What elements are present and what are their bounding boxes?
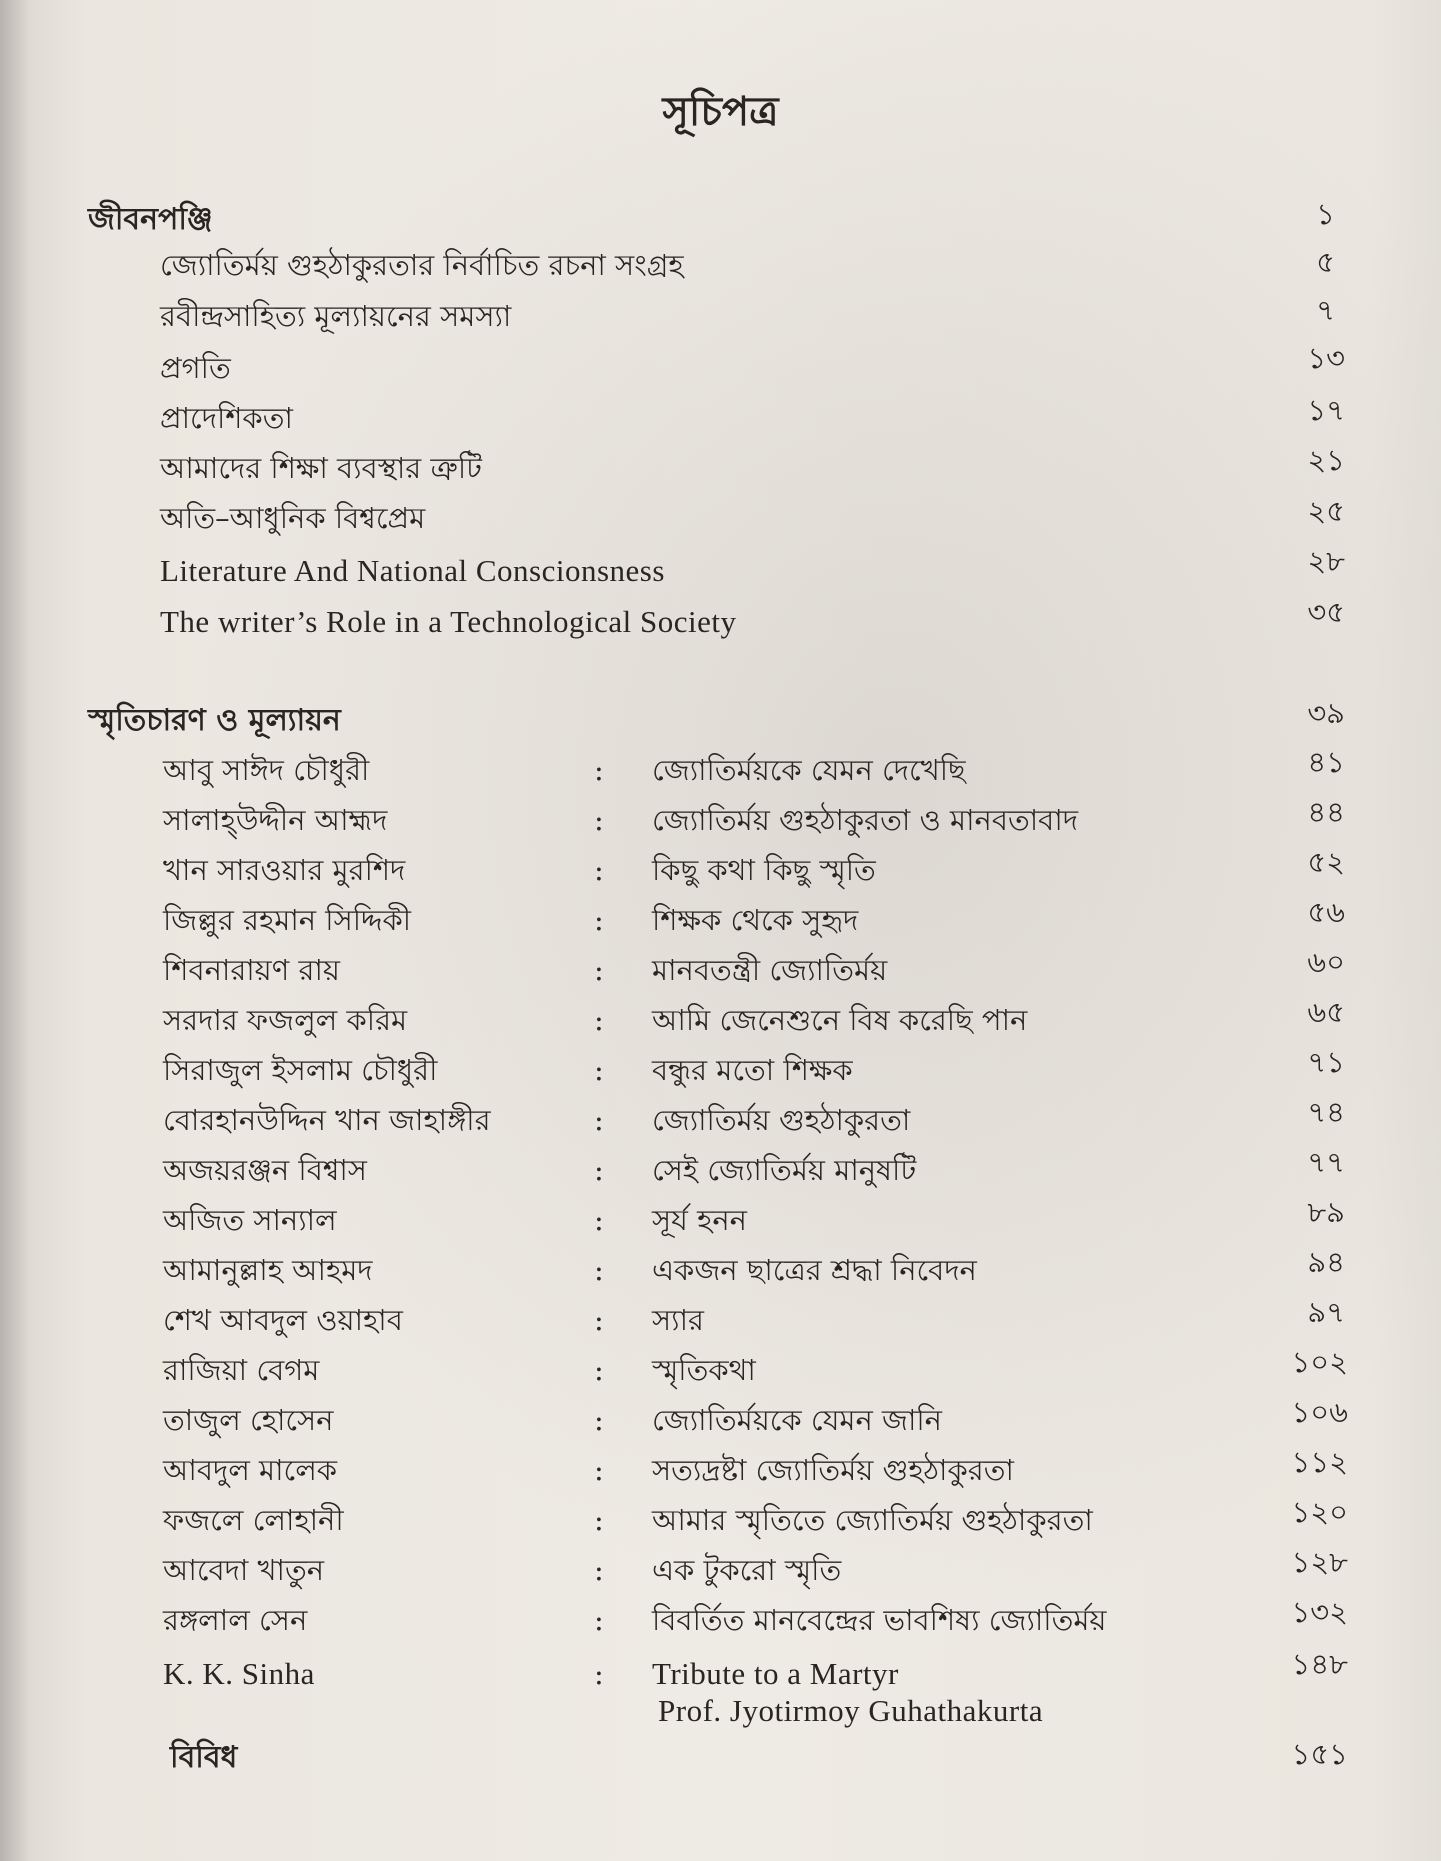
toc-article-title: স্যার [652, 1303, 704, 1337]
toc-entry-title: অতি–আধুনিক বিশ্বপ্রেম [160, 501, 426, 535]
toc-article-title: বিবর্তিত মানবেন্দ্রের ভাবশিষ্য জ্যোতির্ময় [652, 1603, 1107, 1637]
toc-author: অজিত সান্যাল [163, 1203, 337, 1237]
toc-entry-page: ৪১ [1307, 745, 1345, 779]
toc-separator: : [594, 1353, 604, 1387]
toc-entry-title: The writer’s Role in a Technological Society [160, 604, 737, 639]
toc-separator: : [594, 1253, 604, 1287]
toc-author: শিবনারায়ণ রায় [163, 953, 340, 987]
toc-entry-title: Literature And National Conscionsness [160, 553, 665, 588]
toc-article-title: জ্যোতির্ময়কে যেমন দেখেছি [652, 753, 966, 787]
toc-entry-title: আমাদের শিক্ষা ব্যবস্থার ত্রুটি [160, 451, 482, 485]
toc-entry-page: ৭ [1316, 293, 1335, 327]
toc-article-title: জ্যোতির্ময় গুহঠাকুরতা ও মানবতাবাদ [652, 803, 1078, 837]
toc-entry-page: ৫৬ [1307, 895, 1345, 929]
toc-entry-title: প্রাদেশিকতা [160, 401, 293, 435]
toc-author: সালাহ্উদ্দীন আহ্মদ [163, 803, 388, 837]
toc-author: শেখ আবদুল ওয়াহাব [163, 1303, 403, 1337]
toc-entry-page: ৫২ [1307, 845, 1345, 879]
toc-article-title: বন্ধুর মতো শিক্ষক [652, 1053, 853, 1087]
toc-entry-page: ৪৪ [1307, 795, 1345, 829]
toc-author: আবদুল মালেক [163, 1453, 338, 1487]
section-heading-biography: জীবনপঞ্জি [88, 202, 213, 237]
toc-entry-page: ২১ [1307, 443, 1345, 477]
toc-article-title: সত্যদ্রষ্টা জ্যোতির্ময় গুহঠাকুরতা [652, 1453, 1014, 1487]
toc-author: তাজুল হোসেন [163, 1403, 334, 1437]
toc-author: সিরাজুল ইসলাম চৌধুরী [163, 1053, 438, 1087]
toc-article-title: জ্যোতির্ময়কে যেমন জানি [652, 1403, 942, 1437]
toc-entry-page: ৭১ [1307, 1045, 1345, 1079]
toc-entry-page: ১৩ [1307, 341, 1345, 375]
toc-author: রঙ্গলাল সেন [163, 1603, 308, 1637]
toc-entry-page: ১২৮ [1291, 1545, 1348, 1579]
toc-separator: : [594, 953, 604, 987]
toc-author: রাজিয়া বেগম [163, 1353, 320, 1387]
toc-separator: : [594, 1103, 604, 1137]
toc-article-title: একজন ছাত্রের শ্রদ্ধা নিবেদন [652, 1253, 977, 1287]
section-heading-memoirs: স্মৃতিচারণ ও মূল্যায়ন [88, 703, 341, 738]
toc-entry-page: ৭৭ [1307, 1145, 1345, 1179]
toc-author: আবু সাঈদ চৌধুরী [163, 753, 370, 787]
toc-separator: : [594, 1657, 604, 1691]
toc-author: জিল্লুর রহমান সিদ্দিকী [163, 903, 412, 937]
toc-entry-title: জ্যোতির্ময় গুহঠাকুরতার নির্বাচিত রচনা সংগ্রহ [160, 248, 684, 282]
toc-entry-page: ৯৭ [1307, 1295, 1345, 1329]
page-title: সূচিপত্র [662, 88, 779, 135]
toc-separator: : [594, 1053, 604, 1087]
section-page-memoirs: ৩৯ [1307, 696, 1345, 730]
toc-entry-page: ১৩২ [1291, 1595, 1348, 1629]
toc-author: আমানুল্লাহ আহমদ [163, 1253, 373, 1287]
toc-separator: : [594, 753, 604, 787]
toc-entry-page: ১১২ [1291, 1445, 1348, 1479]
toc-entry-page: ৭৪ [1307, 1095, 1345, 1129]
toc-entry-page: ২৫ [1307, 494, 1345, 528]
page-edge-shadow [0, 0, 30, 1861]
toc-separator: : [594, 1203, 604, 1237]
toc-article-title: স্মৃতিকথা [652, 1353, 756, 1387]
toc-author: আবেদা খাতুন [163, 1553, 325, 1587]
toc-author: অজয়রঞ্জন বিশ্বাস [163, 1153, 367, 1187]
section-heading-miscellaneous: বিবিধ [170, 1740, 238, 1775]
toc-entry-page: ২৮ [1307, 544, 1345, 578]
toc-author: K. K. Sinha [163, 1656, 315, 1691]
toc-article-title: জ্যোতির্ময় গুহঠাকুরতা [652, 1103, 911, 1137]
toc-entry-page: ১৭ [1307, 393, 1345, 427]
toc-entry-page: ৬০ [1307, 945, 1345, 979]
toc-entry-page: ৮৯ [1307, 1195, 1345, 1229]
toc-entry-title: রবীন্দ্রসাহিত্য মূল্যায়নের সমস্যা [160, 299, 512, 333]
toc-entry-page: ৩৫ [1307, 595, 1345, 629]
toc-article-title: Tribute to a Martyr [652, 1656, 899, 1691]
toc-entry-page: ১০৬ [1291, 1395, 1348, 1429]
toc-article-title: আমি জেনেশুনে বিষ করেছি পান [652, 1003, 1028, 1037]
toc-separator: : [594, 1003, 604, 1037]
toc-entry-page: ১৪৮ [1291, 1647, 1348, 1681]
toc-separator: : [594, 1553, 604, 1587]
toc-entry-title: প্রগতি [160, 351, 231, 385]
toc-separator: : [594, 1453, 604, 1487]
toc-separator: : [594, 1153, 604, 1187]
toc-author: খান সারওয়ার মুরশিদ [163, 853, 406, 887]
toc-author: বোরহানউদ্দিন খান জাহাঙ্গীর [163, 1103, 491, 1137]
toc-article-title: আমার স্মৃতিতে জ্যোতির্ময় গুহঠাকুরতা [652, 1503, 1093, 1537]
toc-separator: : [594, 803, 604, 837]
toc-entry-page: ৫ [1316, 245, 1335, 279]
toc-entry-page: ৬৫ [1307, 995, 1345, 1029]
toc-article-subtitle: Prof. Jyotirmoy Guhathakurta [658, 1693, 1044, 1728]
toc-separator: : [594, 1303, 604, 1337]
toc-article-title: সূর্য হনন [652, 1203, 747, 1237]
toc-entry-page: ১০২ [1291, 1345, 1348, 1379]
toc-separator: : [594, 1403, 604, 1437]
toc-article-title: মানবতন্ত্রী জ্যোতির্ময় [652, 953, 888, 987]
toc-separator: : [594, 1603, 604, 1637]
toc-article-title: এক টুকরো স্মৃতি [652, 1553, 842, 1587]
section-page-biography: ১ [1316, 197, 1335, 231]
toc-author: সরদার ফজলুল করিম [163, 1003, 408, 1037]
toc-separator: : [594, 903, 604, 937]
toc-article-title: কিছু কথা কিছু স্মৃতি [652, 853, 876, 887]
toc-entry-page: ১২০ [1291, 1495, 1348, 1529]
toc-separator: : [594, 1503, 604, 1537]
toc-separator: : [594, 853, 604, 887]
section-page-miscellaneous: ১৫১ [1291, 1737, 1348, 1771]
toc-author: ফজলে লোহানী [163, 1503, 344, 1537]
toc-entry-page: ৯৪ [1307, 1245, 1345, 1279]
toc-article-title: সেই জ্যোতির্ময় মানুষটি [652, 1153, 917, 1187]
toc-article-title: শিক্ষক থেকে সুহৃদ [652, 903, 859, 937]
